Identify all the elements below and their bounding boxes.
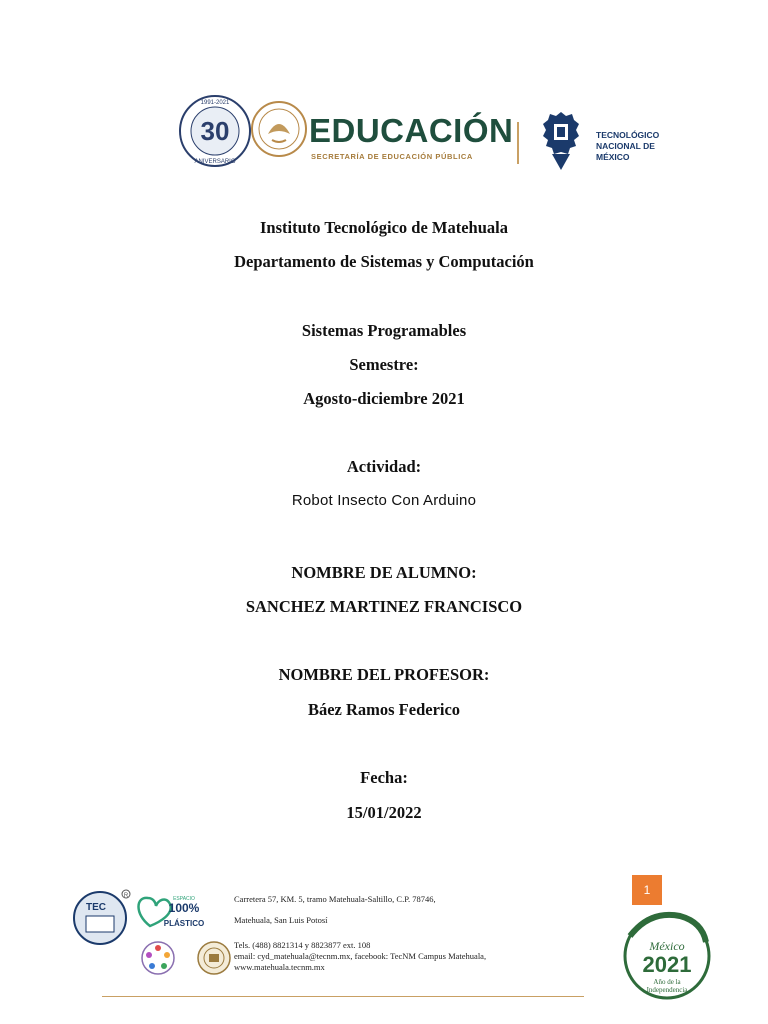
svg-text:Independencia: Independencia xyxy=(646,986,688,994)
date-value: 15/01/2022 xyxy=(346,803,422,822)
date-label: Fecha: xyxy=(360,768,408,787)
tecnm-line2: NACIONAL DE MÉXICO xyxy=(596,141,655,162)
student-value: SANCHEZ MARTINEZ FRANCISCO xyxy=(245,597,523,616)
svg-text:30: 30 xyxy=(200,116,230,146)
plastic-free-icon xyxy=(132,888,204,932)
page-number: 1 xyxy=(632,875,662,905)
education-title: EDUCACIÓN xyxy=(309,112,514,149)
footer-rule xyxy=(102,996,584,997)
footer-address-line1: Carretera 57, KM. 5, tramo Matehuala-Saltillo, C.P. 78746, xyxy=(234,894,436,904)
footer-web: www.matehuala.tecnm.mx xyxy=(234,962,325,972)
svg-text:TEC: TEC xyxy=(86,902,106,913)
footer-email: email: cyd_matehuala@tecnm.mx, facebook: TecNM Campus Matehuala, xyxy=(234,951,487,961)
activity-label: Actividad: xyxy=(346,457,422,476)
header-logos xyxy=(178,92,668,176)
institute-name: Instituto Tecnológico de Matehuala xyxy=(260,218,508,237)
mexico-2021-icon xyxy=(620,906,714,1000)
svg-text:2021: 2021 xyxy=(642,952,692,977)
community-logo-icon xyxy=(140,940,176,976)
svg-text:R: R xyxy=(123,893,129,899)
svg-text:PLÁSTICO: PLÁSTICO xyxy=(163,919,204,928)
tecnm-line1: TECNOLÓGICO xyxy=(596,130,660,140)
tec-matehuala-logo-icon xyxy=(72,886,132,950)
footer-phone: Tels. (488) 8821314 y 8823877 ext. 108 xyxy=(234,940,371,950)
department-name: Departamento de Sistemas y Computación xyxy=(234,252,534,271)
svg-text:México: México xyxy=(649,939,685,953)
anniversary-30-icon xyxy=(178,94,252,168)
semester-value: Agosto-diciembre 2021 xyxy=(303,389,465,408)
svg-text:100%: 100% xyxy=(168,901,200,915)
header-divider xyxy=(517,122,519,164)
svg-text:ANIVERSARIO: ANIVERSARIO xyxy=(194,159,236,165)
student-label: NOMBRE DE ALUMNO: xyxy=(291,563,477,582)
professor-label: NOMBRE DEL PROFESOR: xyxy=(278,665,490,684)
svg-text:ESPACIO: ESPACIO xyxy=(173,896,195,902)
footer-address-line2: Matehuala, San Luis Potosí xyxy=(234,915,328,925)
professor-value: Báez Ramos Federico xyxy=(307,700,461,719)
education-subtitle: SECRETARÍA DE EDUCACIÓN PÚBLICA xyxy=(311,152,473,161)
svg-text:Año de la: Año de la xyxy=(653,978,681,986)
certification-seal-icon xyxy=(196,940,232,976)
mexico-seal-icon xyxy=(250,100,308,158)
semester-label: Semestre: xyxy=(349,355,419,374)
tecnm-gear-icon xyxy=(542,110,580,172)
subject-name: Sistemas Programables xyxy=(301,321,467,340)
tecnm-wordmark xyxy=(596,130,668,163)
activity-value: Robot Insecto Con Arduino xyxy=(291,492,477,509)
svg-text:1991-2021: 1991-2021 xyxy=(200,100,230,106)
